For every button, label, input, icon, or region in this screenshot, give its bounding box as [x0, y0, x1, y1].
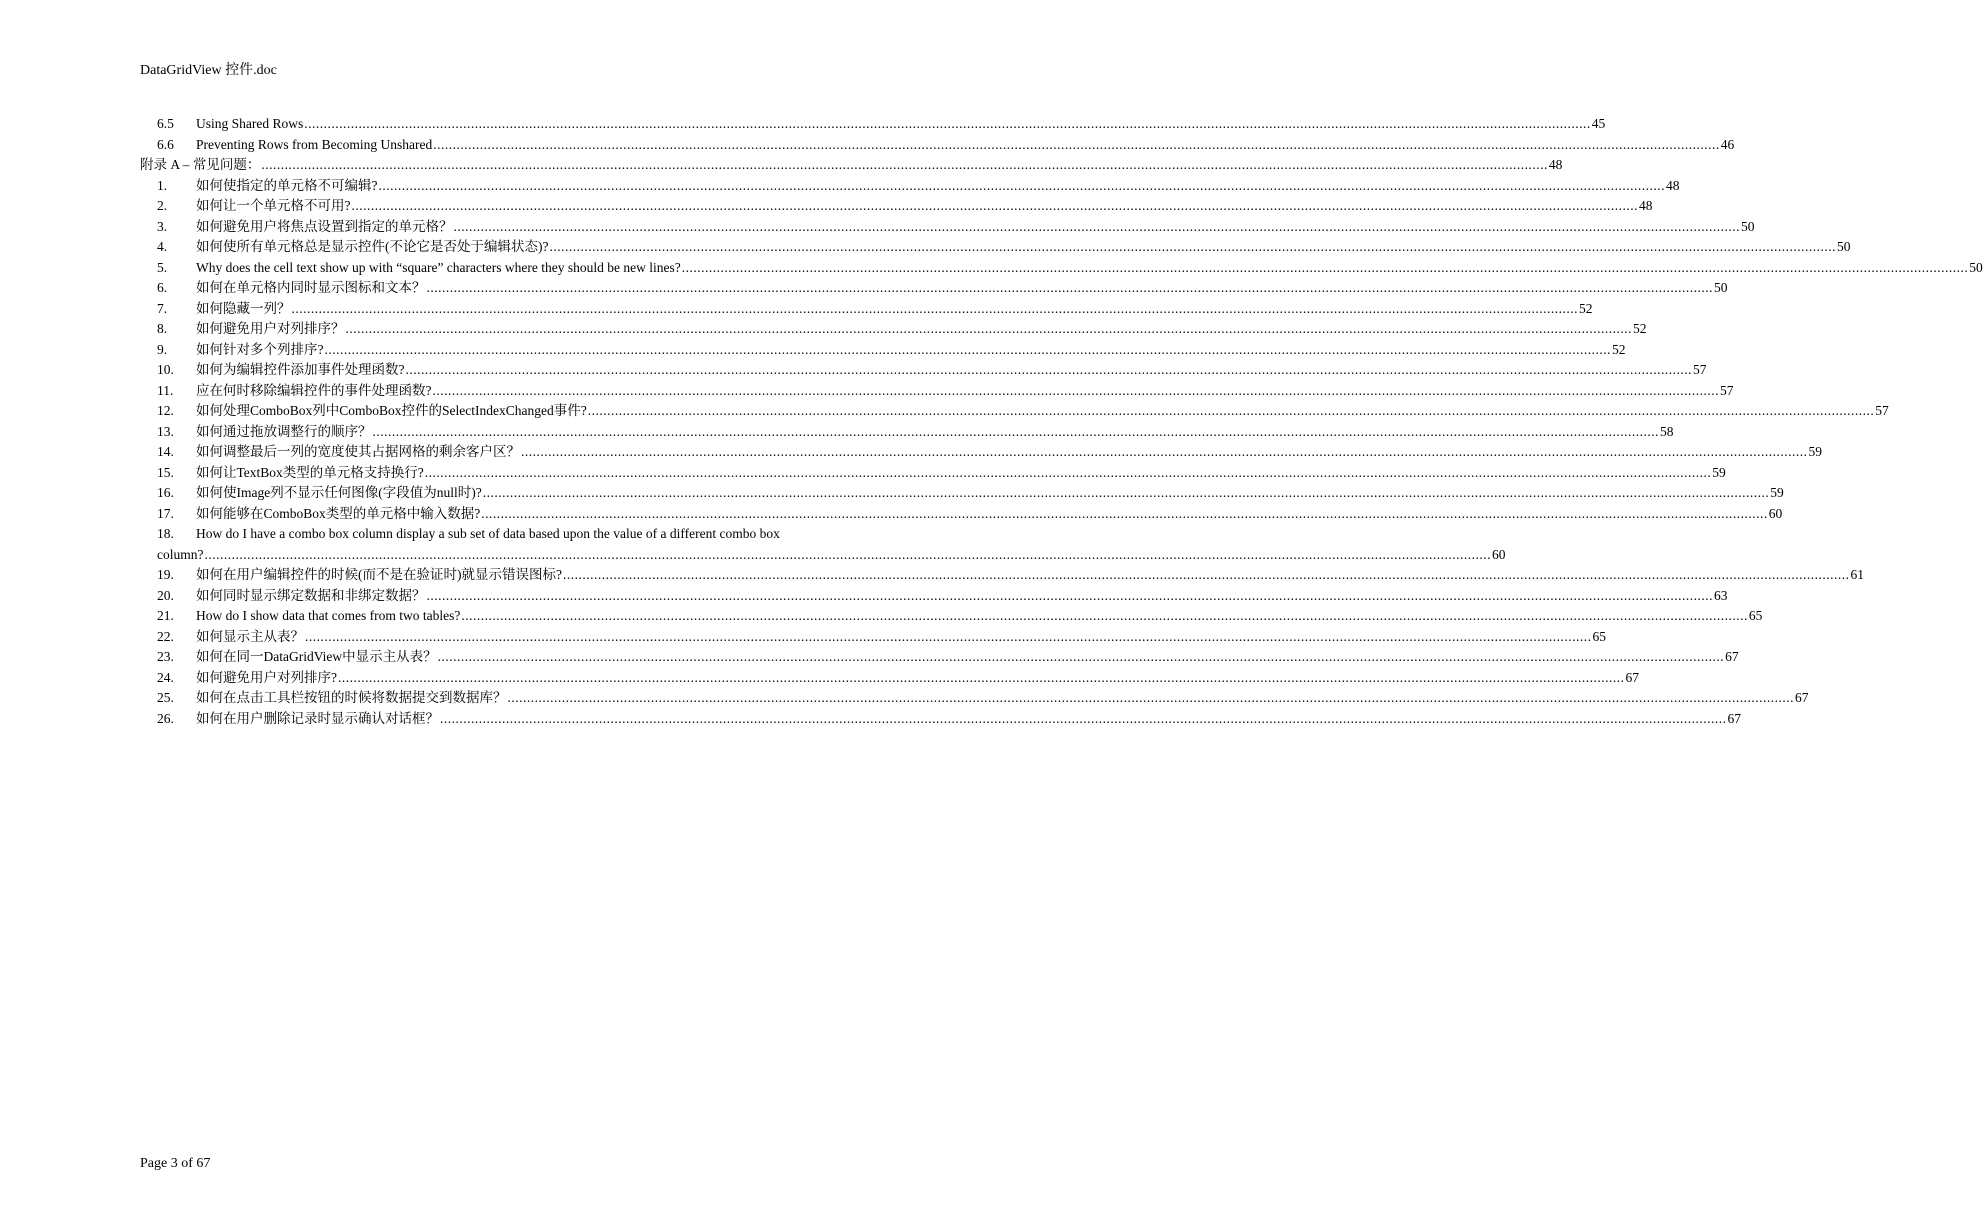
toc-entry-page: 65: [1748, 608, 1763, 623]
toc-leader-dots: [261, 155, 1548, 176]
toc-entry-number: 4.: [157, 239, 168, 254]
toc-leader-dots: [338, 668, 1625, 689]
toc-leader-dots: [427, 586, 1714, 607]
toc-entry-text: 如何显示主从表？: [196, 628, 304, 644]
toc-entry-page: 67: [1725, 649, 1739, 664]
toc-entry-text: 应在何时移除编辑控件的事件处理函数?: [196, 382, 432, 398]
toc-entry[interactable]: [140, 586, 1728, 607]
toc-leader-dots: [205, 545, 1492, 566]
toc-entry[interactable]: [140, 299, 1593, 320]
toc-entry-page: 58: [1660, 423, 1674, 439]
toc-entry[interactable]: [140, 196, 1653, 217]
toc-entry-number: 5.: [157, 259, 168, 275]
toc-leader-dots: [427, 278, 1714, 299]
table-of-contents: [140, 114, 1983, 729]
toc-leader-dots: [346, 319, 1633, 340]
toc-entry[interactable]: [140, 278, 1728, 299]
toc-entry[interactable]: [140, 627, 1606, 648]
toc-entry-page: 63: [1714, 587, 1728, 603]
toc-entry[interactable]: [140, 565, 1864, 586]
toc-leader-dots: [563, 565, 1850, 586]
toc-leader-dots: [483, 483, 1770, 504]
toc-entry[interactable]: [140, 606, 1763, 627]
toc-entry-number: 10.: [157, 362, 174, 377]
toc-entry-text: 如何能够在ComboBox类型的单元格中输入数据?: [196, 505, 481, 521]
toc-entry-text: 如何使所有单元格总是显示控件(不论它是否处于编辑状态)?: [196, 239, 549, 254]
toc-entry-text: 如何在点击工具栏按钮的时候将数据提交到数据库？: [196, 690, 507, 705]
toc-entry[interactable]: [140, 114, 1606, 135]
toc-entry-number: 3.: [157, 218, 168, 234]
toc-entry-text: 如何调整最后一列的宽度使其占据网格的剩余客户区？: [196, 444, 520, 459]
toc-entry-page: 52: [1612, 341, 1626, 357]
toc-entry-number: 13.: [157, 423, 174, 439]
toc-entry-text: 如何避免用户对列排序?: [196, 669, 337, 685]
toc-entry-page: 46: [1720, 136, 1735, 152]
toc-leader-dots: [433, 381, 1720, 402]
toc-leader-dots: [454, 217, 1741, 238]
toc-entry[interactable]: [140, 258, 1983, 279]
toc-entry-number: 6.5: [157, 116, 174, 131]
toc-entry[interactable]: [140, 176, 1680, 197]
toc-entry-page: 67: [1727, 710, 1741, 726]
toc-entry[interactable]: [140, 504, 1783, 525]
toc-entry-page: 50: [1714, 280, 1728, 295]
toc-leader-dots: [682, 258, 1969, 279]
toc-entry-text: 附录 A – 常见问题：: [140, 157, 261, 172]
toc-entry-page: 61: [1850, 567, 1864, 582]
toc-entry-text-continued: column?: [157, 546, 204, 562]
toc-entry[interactable]: [140, 668, 1639, 689]
toc-entry-text: 如何在同一DataGridView中显示主从表？: [196, 649, 437, 664]
toc-entry-text: 如何通过拖放调整行的顺序？: [196, 423, 372, 439]
toc-entry-page: 59: [1712, 464, 1726, 480]
toc-entry-text: 如何使指定的单元格不可编辑?: [196, 177, 378, 193]
toc-entry-text: 如何在单元格内同时显示图标和文本？: [196, 280, 426, 295]
toc-leader-dots: [352, 196, 1639, 217]
toc-entry-number: 12.: [157, 403, 174, 418]
toc-entry[interactable]: [140, 463, 1726, 484]
toc-entry-page: 50: [1969, 259, 1983, 275]
toc-entry-number: 25.: [157, 690, 174, 705]
toc-entry-page: 50: [1836, 239, 1851, 254]
toc-entry-number: 22.: [157, 628, 174, 644]
toc-entry-text: 如何避免用户对列排序？: [196, 321, 345, 336]
toc-entry-number: 19.: [157, 567, 174, 582]
toc-entry-text: Using Shared Rows: [196, 116, 304, 131]
toc-entry[interactable]: [140, 319, 1647, 340]
toc-entry-number: 6.: [157, 280, 168, 295]
toc-entry-text: 如何同时显示绑定数据和非绑定数据？: [196, 587, 426, 603]
toc-entry-page: 59: [1770, 485, 1784, 500]
toc-entry-text: 如何让TextBox类型的单元格支持换行?: [196, 464, 424, 480]
toc-entry-text: How do I show data that comes from two tables?: [196, 608, 461, 623]
toc-entry[interactable]: [140, 422, 1674, 443]
toc-entry-page: 57: [1693, 362, 1707, 377]
toc-entry-text: 如何隐藏一列？: [196, 300, 291, 316]
toc-entry-page: 50: [1741, 218, 1755, 234]
toc-entry-number: 1.: [157, 177, 168, 193]
toc-entry[interactable]: [140, 360, 1707, 381]
toc-leader-dots: [438, 647, 1725, 668]
toc-entry[interactable]: [140, 688, 1809, 709]
toc-entry-page: 60: [1768, 505, 1783, 521]
toc-entry-number: 2.: [157, 198, 168, 213]
toc-leader-dots: [304, 114, 1591, 135]
toc-entry-text: 如何针对多个列排序?: [196, 341, 324, 357]
toc-leader-dots: [549, 237, 1836, 258]
toc-entry-number: 20.: [157, 587, 174, 603]
toc-entry[interactable]: [140, 647, 1739, 668]
toc-entry-page: 57: [1875, 403, 1889, 418]
toc-entry[interactable]: [140, 217, 1755, 238]
toc-entry-page: 45: [1591, 116, 1606, 131]
toc-entry-text: 如何为编辑控件添加事件处理函数?: [196, 362, 405, 377]
toc-entry[interactable]: [140, 483, 1784, 504]
toc-entry-number: 21.: [157, 608, 174, 623]
toc-entry-page: 48: [1548, 157, 1563, 172]
toc-entry-text: 如何避免用户将焦点设置到指定的单元格？: [196, 218, 453, 234]
toc-leader-dots: [481, 504, 1768, 525]
toc-entry[interactable]: [140, 524, 1506, 565]
toc-entry-text: Preventing Rows from Becoming Unshared: [196, 136, 433, 152]
toc-entry-page: 67: [1795, 690, 1809, 705]
toc-entry-text: Why does the cell text show up with “square” characters where they should be new lines?: [196, 259, 681, 275]
toc-entry-page: 60: [1492, 546, 1506, 562]
toc-entry-text: 如何在用户编辑控件的时候(而不是在验证时)就显示错误图标?: [196, 567, 562, 582]
toc-entry[interactable]: [140, 340, 1626, 361]
toc-entry-number: 23.: [157, 649, 174, 664]
toc-entry-number: 11.: [157, 382, 174, 398]
toc-entry-page: 59: [1808, 444, 1822, 459]
toc-entry-text: 如何处理ComboBox列中ComboBox控件的SelectIndexChanged事件?: [196, 403, 587, 418]
toc-entry[interactable]: [140, 401, 1889, 422]
toc-leader-dots: [406, 360, 1693, 381]
toc-entry-page: 48: [1666, 177, 1680, 193]
toc-entry-number: 18.: [157, 526, 174, 541]
toc-entry-line1: [140, 524, 917, 545]
toc-entry[interactable]: [140, 237, 1851, 258]
toc-leader-dots: [588, 401, 1875, 422]
toc-entry-number: 7.: [157, 300, 168, 316]
toc-leader-dots: [425, 463, 1712, 484]
toc-entry-text: 如何在用户删除记录时显示确认对话框？: [196, 710, 439, 726]
toc-entry-number: 6.6: [157, 136, 174, 152]
page-footer: Page 3 of 67: [140, 1156, 211, 1171]
toc-entry-page: 48: [1639, 198, 1653, 213]
toc-entry-page: 52: [1579, 300, 1593, 316]
toc-leader-dots: [379, 176, 1666, 197]
toc-entry-line2: [140, 545, 1506, 566]
toc-entry-number: 17.: [157, 505, 174, 521]
toc-entry[interactable]: [140, 709, 1741, 730]
toc-leader-dots: [325, 340, 1612, 361]
toc-entry-page: 65: [1592, 628, 1606, 644]
toc-entry-number: 24.: [157, 669, 174, 685]
toc-leader-dots: [292, 299, 1579, 320]
toc-entry-text: How do I have a combo box column display a sub set of data based upon the value of a different combo box: [196, 526, 780, 541]
toc-entry-page: 67: [1625, 669, 1639, 685]
toc-entry[interactable]: [140, 155, 1563, 176]
toc-leader-dots: [433, 135, 1720, 156]
toc-entry-page: 52: [1633, 321, 1647, 336]
toc-leader-dots: [461, 606, 1748, 627]
toc-leader-dots: [521, 442, 1808, 463]
toc-entry-number: 8.: [157, 321, 168, 336]
toc-entry-number: 26.: [157, 710, 174, 726]
toc-entry[interactable]: [140, 381, 1734, 402]
toc-entry-text: 如何使Image列不显示任何图像(字段值为null时)?: [196, 485, 482, 500]
toc-entry-number: 16.: [157, 485, 174, 500]
toc-leader-dots: [508, 688, 1795, 709]
document-header: DataGridView 控件.doc: [140, 63, 277, 78]
toc-entry-text: 如何让一个单元格不可用?: [196, 198, 351, 213]
toc-entry[interactable]: [140, 135, 1735, 156]
toc-entry-number: 9.: [157, 341, 168, 357]
toc-entry-number: 14.: [157, 444, 174, 459]
toc-entry[interactable]: [140, 442, 1822, 463]
toc-leader-dots: [440, 709, 1727, 730]
toc-entry-number: 15.: [157, 464, 174, 480]
toc-leader-dots: [373, 422, 1660, 443]
toc-entry-page: 57: [1720, 382, 1734, 398]
toc-leader-dots: [305, 627, 1592, 648]
